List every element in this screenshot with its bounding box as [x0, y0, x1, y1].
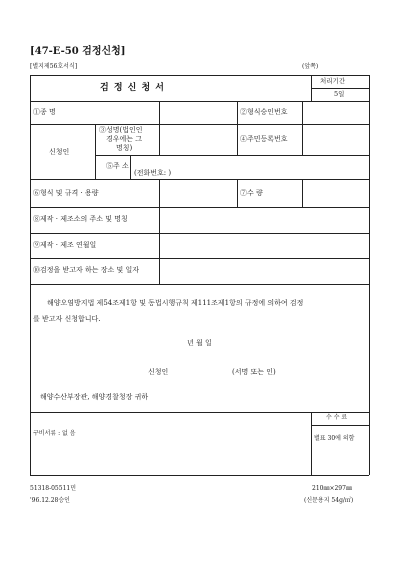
applicant-label: 신청인	[49, 148, 70, 156]
processing-period-value: 5일	[334, 90, 345, 98]
quantity-field[interactable]	[303, 180, 368, 206]
resident-number-field[interactable]	[303, 125, 368, 154]
form-reference: [별지제56호서식]	[30, 63, 78, 70]
quantity-label: ⑦수 량	[240, 189, 263, 197]
form-title: 검 정 신 청 서	[100, 83, 166, 93]
spec-capacity-field[interactable]	[160, 180, 236, 206]
spec-capacity-label: ⑥형식 및 규격 · 용량	[33, 189, 99, 197]
maker-address-label: ⑧제작 · 제조소의 주소 및 명칭	[33, 215, 128, 223]
type-approval-number-label: ②형식승인번호	[240, 108, 288, 116]
paper-weight-footer: (신문용지 54g/㎡)	[304, 497, 354, 504]
recipient-line: 해양수산부장관, 해양경찰청장 귀하	[40, 393, 149, 401]
type-approval-number-field[interactable]	[303, 102, 368, 123]
processing-period-label: 처리기간	[320, 77, 346, 85]
item-kind-field[interactable]	[160, 102, 236, 123]
fee-value: 별표 30에 의함	[314, 435, 355, 442]
item-kind-label: ①종 명	[33, 108, 56, 116]
paper-size-footer: 210㎜×297㎜	[312, 485, 352, 492]
name-label-line3: 명칭)	[116, 144, 133, 152]
signer-label: 신청인	[148, 368, 169, 376]
name-label-line2: 경우에는 그	[106, 135, 143, 143]
approval-date-footer: '96.12.28승인	[30, 497, 70, 504]
required-documents: 구비서류 : 없 음	[33, 430, 76, 437]
address-label: ⑤주 소	[106, 162, 129, 170]
manufacture-date-field[interactable]	[160, 234, 368, 257]
applicant-name-field[interactable]	[160, 125, 236, 154]
resident-number-label: ④주민등록번호	[240, 135, 288, 143]
date-line: 년 월 일	[187, 339, 212, 347]
form-code-footer: 51318-05511민	[30, 485, 76, 492]
front-side-note: (앞쪽)	[302, 63, 319, 70]
maker-address-field[interactable]	[160, 208, 368, 232]
inspection-place-label: ⑩검정을 받고자 하는 장소 및 일자	[33, 266, 140, 274]
form-code: [47-E-50 검정신청]	[30, 46, 126, 57]
address-field[interactable]	[131, 156, 368, 178]
application-statement-line1: 해양오염방지법 제54조제1항 및 동법시행규칙 제111조제1항의 규정에 의하여 검정	[47, 299, 304, 307]
application-statement-line2: 를 받고자 신청합니다.	[33, 315, 101, 323]
phone-number-label: (전화번호: )	[134, 169, 172, 177]
name-label-line1: ③성명(법인인	[99, 126, 143, 134]
inspection-place-field[interactable]	[160, 259, 368, 283]
fee-label: 수 수 료	[326, 414, 348, 421]
signature-note: (서명 또는 인)	[232, 368, 276, 376]
manufacture-date-label: ⑨제작 · 제조 연월일	[33, 241, 97, 249]
